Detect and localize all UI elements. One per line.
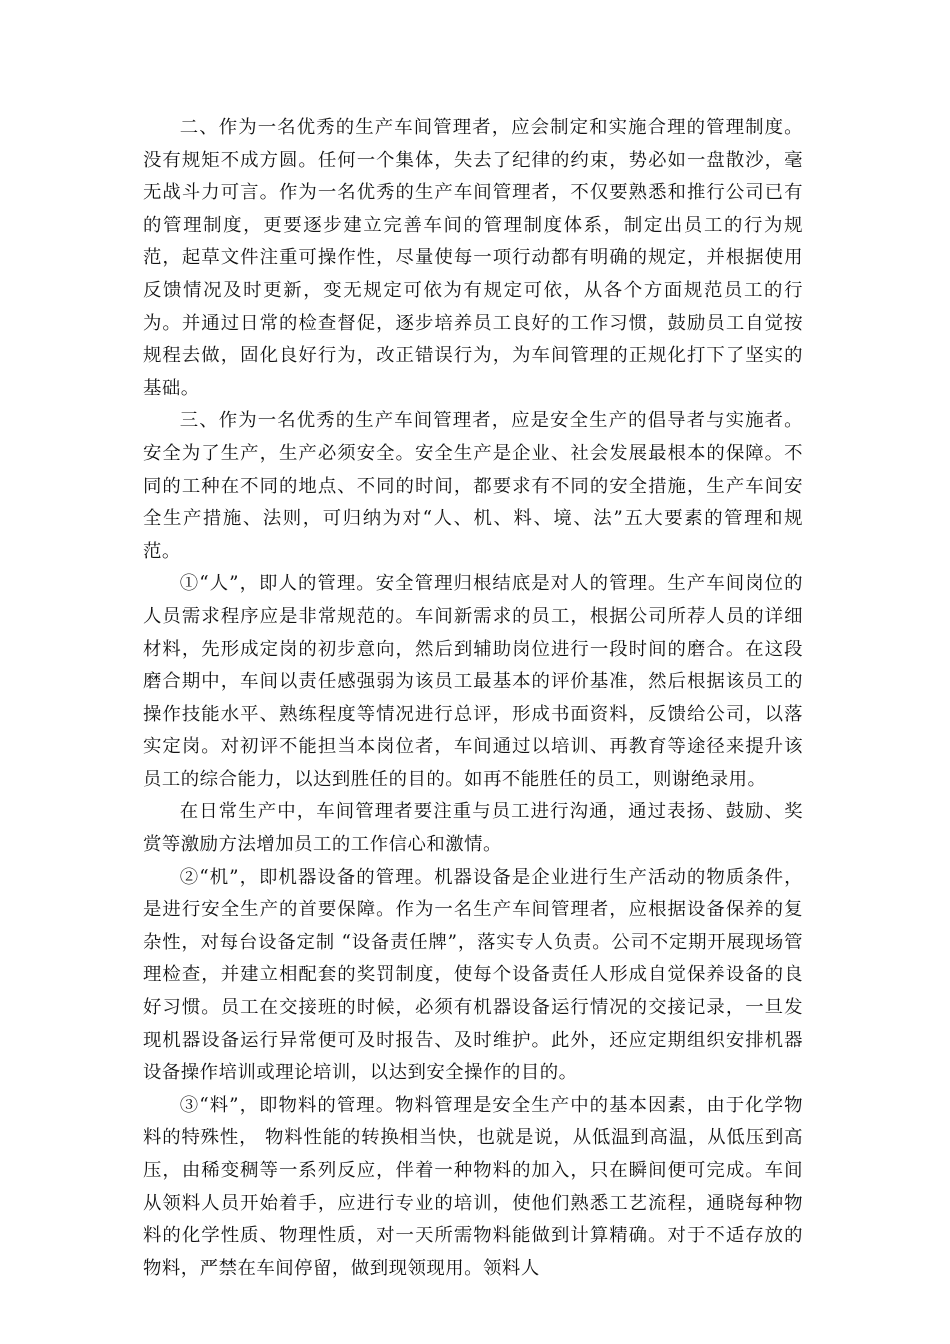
paragraph-daily-communication: 在日常生产中，车间管理者要注重与员工进行沟通，通过表扬、鼓励、奖赏等激励方法增加员工的工作信心和激情。	[143, 801, 803, 856]
paragraph-management-system: 二、作为一名优秀的生产车间管理者，应会制定和实施合理的管理制度。没有规矩不成方圆。任何一个集体，失去了纪律的约束，势必如一盘散沙，毫无战斗力可言。作为一名优秀的生产车间管理者，不仅要熟悉和推行公司已有的管理制度，更要逐步建立完善车间的管理制度体系，制定出员工的行为规范，起草文件注重可操作性，尽量使每一项行动都有明确的规定，并根据使用反馈情况及时更新，变无规定可依为有规定可依，从各个方面规范员工的行为。并通过日常的检查督促，逐步培养员工良好的工作习惯，鼓励员工自觉按规程去做，固化良好行为，改正错误行为，为车间管理的正规化打下了坚实的基础。	[143, 117, 803, 399]
paragraph-machine-management: ②“机”，即机器设备的管理。机器设备是企业进行生产活动的物质条件，是进行安全生产的首要保障。作为一名生产车间管理者，应根据设备保养的复杂性，对每台设备定制 “设备责任牌”，落实专人负责。公司不定期开展现场管理检查，并建立相配套的奖罚制度，使每个设备责任人形成自觉保养设备的良好习惯。员工在交接班的时候，必须有机器设备运行情况的交接记录，一旦发现机器设备运行异常便可及时报告、及时维护。此外，还应定期组织安排机器设备操作培训或理论培训，以达到安全操作的目的。	[143, 866, 803, 1084]
paragraph-material-management: ③“料”，即物料的管理。物料管理是安全生产中的基本因素，由于化学物料的特殊性， 物料性能的转换相当快，也就是说，从低温到高温，从低压到高压，由稀变稠等一系列反应，伴着一种物料的加入，只在瞬间便可完成。车间从领料人员开始着手，应进行专业的培训，使他们熟悉工艺流程，通晓每种物料的化学性质、物理性质，对一天所需物料能做到计算精确。对于不适存放的物料，严禁在车间停留，做到现领现用。领料人	[143, 1094, 803, 1279]
document-page	[143, 112, 803, 1285]
paragraph-people-management: ①“人”，即人的管理。安全管理归根结底是对人的管理。生产车间岗位的人员需求程序应是非常规范的。车间新需求的员工，根据公司所荐人员的详细材料，先形成定岗的初步意向，然后到辅助岗位进行一段时间的磨合。在这段磨合期中，车间以责任感强弱为该员工最基本的评价基准，然后根据该员工的操作技能水平、熟练程度等情况进行总评，形成书面资料，反馈给公司，以落实定岗。对初评不能担当本岗位者，车间通过以培训、再教育等途径来提升该员工的综合能力，以达到胜任的目的。如再不能胜任的员工，则谢绝录用。	[143, 573, 803, 790]
paragraph-safety-production: 三、作为一名优秀的生产车间管理者，应是安全生产的倡导者与实施者。安全为了生产，生产必须安全。安全生产是企业、社会发展最根本的保障。不同的工种在不同的地点、不同的时间，都要求有不同的安全措施，生产车间安全生产措施、法则，可归纳为对“人、机、料、境、法”五大要素的管理和规范。	[143, 410, 803, 562]
